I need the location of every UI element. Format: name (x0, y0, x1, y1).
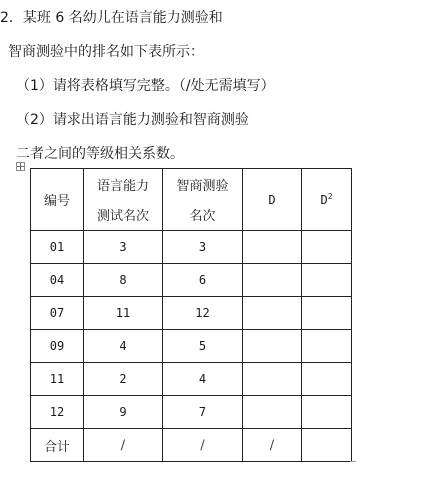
cell-d2-input[interactable] (302, 363, 352, 396)
total-iq-na: / (163, 429, 243, 462)
cell-id: 04 (31, 264, 84, 297)
table-header-row (31, 169, 352, 200)
table-row (31, 297, 352, 330)
table-row (31, 330, 352, 363)
cell-lang-rank: 8 (84, 264, 163, 297)
cell-id: 12 (31, 396, 84, 429)
cell-iq-rank: 4 (163, 363, 243, 396)
cell-d-input[interactable] (243, 363, 302, 396)
question-line-2: 智商测验中的排名如下表所示： (8, 44, 204, 60)
table-row (31, 363, 352, 396)
cell-d-input[interactable] (243, 297, 302, 330)
cell-iq-rank: 5 (163, 330, 243, 363)
total-lang-na: / (84, 429, 163, 462)
header-d-squared-exponent: 2 (327, 192, 333, 201)
header-id: 编号 (31, 169, 84, 231)
question-line-1: 2．某班 6 名幼儿在语言能力测验和 (0, 10, 223, 26)
total-d2-input[interactable] (302, 429, 352, 462)
cell-id: 07 (31, 297, 84, 330)
header-iq-top: 智商测验 (163, 169, 243, 200)
cell-iq-rank: 7 (163, 396, 243, 429)
header-d-squared-base: D (320, 193, 328, 207)
cell-lang-rank: 4 (84, 330, 163, 363)
cell-lang-rank: 2 (84, 363, 163, 396)
cell-id: 09 (31, 330, 84, 363)
question-part-2-continued: 二者之间的等级相关系数。 (16, 146, 184, 162)
cell-d2-input[interactable] (302, 231, 352, 264)
header-lang-top: 语言能力 (84, 169, 163, 200)
header-d: D (243, 169, 302, 231)
cell-d-input[interactable] (243, 330, 302, 363)
table-row (31, 231, 352, 264)
cell-d-input[interactable] (243, 264, 302, 297)
cell-lang-rank: 9 (84, 396, 163, 429)
cell-d-input[interactable] (243, 396, 302, 429)
table-move-handle-icon[interactable] (16, 162, 25, 171)
table-total-row (31, 429, 352, 462)
cell-lang-rank: 11 (84, 297, 163, 330)
cell-d2-input[interactable] (302, 297, 352, 330)
cell-id: 01 (31, 231, 84, 264)
cell-lang-rank: 3 (84, 231, 163, 264)
cell-iq-rank: 12 (163, 297, 243, 330)
header-lang-bottom: 测试名次 (84, 200, 163, 231)
question-part-2: （2）请求出语言能力测验和智商测验 (16, 112, 249, 128)
header-iq-bottom: 名次 (163, 200, 243, 231)
cell-d-input[interactable] (243, 231, 302, 264)
cell-id: 11 (31, 363, 84, 396)
cell-d2-input[interactable] (302, 264, 352, 297)
rank-table (30, 168, 352, 462)
cell-d2-input[interactable] (302, 396, 352, 429)
total-label: 合计 (31, 429, 84, 462)
cell-iq-rank: 3 (163, 231, 243, 264)
cell-d2-input[interactable] (302, 330, 352, 363)
question-part-1: （1）请将表格填写完整。（/处无需填写） (16, 78, 275, 94)
cell-iq-rank: 6 (163, 264, 243, 297)
table-row (31, 396, 352, 429)
header-d-squared (302, 169, 352, 231)
table-resize-handle[interactable] (350, 461, 356, 462)
table-row (31, 264, 352, 297)
total-d-na: / (243, 429, 302, 462)
